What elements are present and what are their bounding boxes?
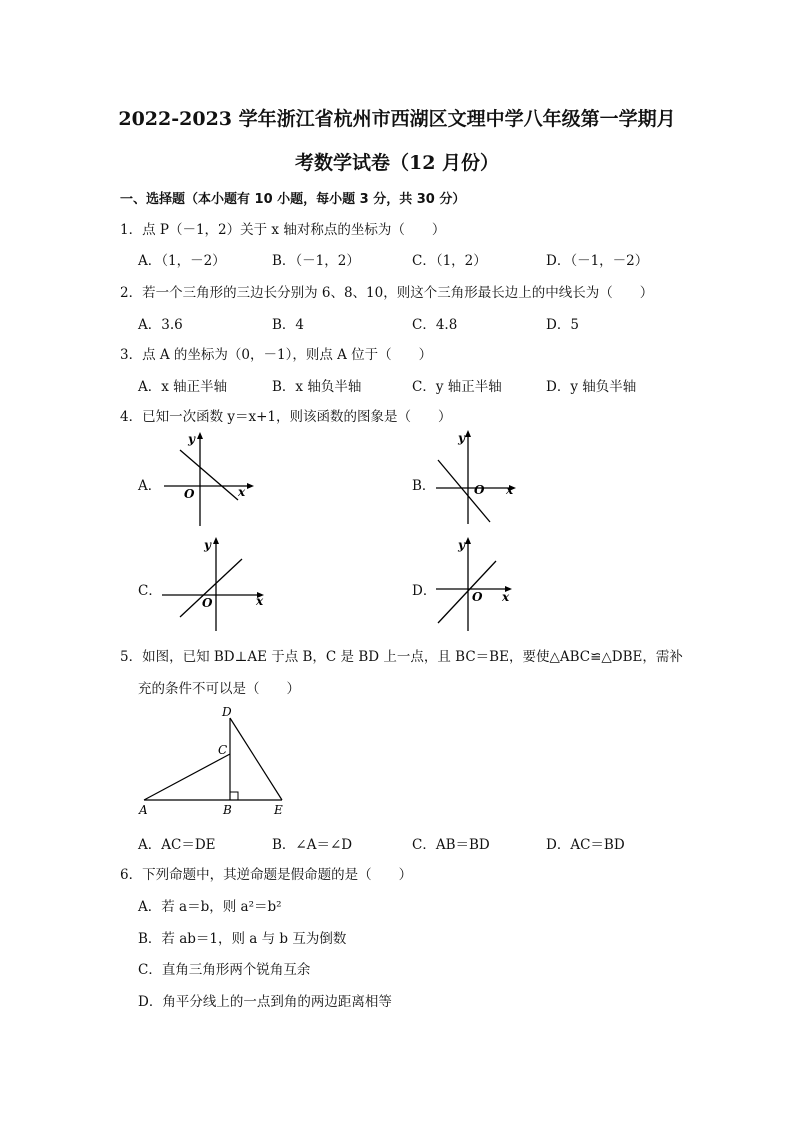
question-5-stem-line-1: 5．如图，已知 BD⊥AE 于点 B，C 是 BD 上一点，且 BC＝BE，要使△ABC≌△DBE，需补 bbox=[120, 649, 683, 665]
q1-option-b: B．（－1，2） bbox=[272, 253, 360, 269]
q5-label-c: C bbox=[218, 743, 228, 757]
q4a-x-label: x bbox=[238, 485, 246, 499]
q4-graph-c bbox=[160, 535, 270, 635]
q5-label-a: A bbox=[139, 803, 148, 817]
q2-option-d: D．5 bbox=[546, 317, 579, 333]
q4b-y-label: y bbox=[458, 431, 465, 445]
q4a-origin-label: O bbox=[184, 487, 195, 501]
q3-option-d: D．y 轴负半轴 bbox=[546, 379, 637, 395]
q4c-x-label: x bbox=[256, 594, 264, 608]
q5-option-b: B．∠A＝∠D bbox=[272, 837, 353, 853]
q4-graph-a bbox=[160, 430, 260, 530]
q6-option-b: B．若 ab＝1，则 a 与 b 互为倒数 bbox=[138, 931, 347, 947]
q6-option-c: C．直角三角形两个锐角互余 bbox=[138, 962, 311, 978]
q4a-y-label: y bbox=[188, 432, 195, 446]
q4b-origin-label: O bbox=[474, 483, 485, 497]
q6-option-d: D．角平分线上的一点到角的两边距离相等 bbox=[138, 994, 392, 1010]
q5-label-e: E bbox=[274, 803, 283, 817]
q4c-y-label: y bbox=[204, 538, 211, 552]
q4-option-b-label: B． bbox=[412, 478, 436, 494]
question-4-stem: 4．已知一次函数 y＝x+1，则该函数的图象是（ ） bbox=[120, 409, 452, 425]
question-6-stem: 6．下列命题中，其逆命题是假命题的是（ ） bbox=[120, 867, 413, 883]
q4-graph-d bbox=[432, 535, 532, 635]
q5-option-a: A．AC＝DE bbox=[138, 837, 216, 853]
q5-label-d: D bbox=[222, 705, 232, 719]
q4-graph-b bbox=[432, 428, 532, 528]
q5-triangle-figure bbox=[132, 702, 302, 820]
question-3-stem: 3．点 A 的坐标为（0，－1），则点 A 位于（ ） bbox=[120, 347, 433, 363]
q4-option-c-label: C． bbox=[138, 583, 162, 599]
question-1-stem: 1．点 P（－1，2）关于 x 轴对称点的坐标为（ ） bbox=[120, 222, 446, 238]
q4-option-a-label: A． bbox=[138, 478, 162, 494]
title-line-2: 考数学试卷（12 月份） bbox=[294, 152, 500, 174]
question-2-stem: 2．若一个三角形的三边长分别为 6、8、10，则这个三角形最长边上的中线长为（ ） bbox=[120, 285, 654, 301]
q5-option-c: C．AB＝BD bbox=[412, 837, 490, 853]
q4c-origin-label: O bbox=[202, 596, 213, 610]
q5-label-b: B bbox=[223, 803, 232, 817]
q2-option-a: A．3.6 bbox=[138, 317, 183, 333]
question-5-stem-line-2: 充的条件不可以是（ ） bbox=[138, 681, 300, 697]
q3-option-a: A．x 轴正半轴 bbox=[138, 379, 228, 395]
q3-option-c: C．y 轴正半轴 bbox=[412, 379, 502, 395]
q4d-x-label: x bbox=[502, 590, 510, 604]
q2-option-b: B．4 bbox=[272, 317, 305, 333]
q1-option-d: D．（－1，－2） bbox=[546, 253, 649, 269]
q1-option-c: C．（1，2） bbox=[412, 253, 487, 269]
section-heading: 一、选择题（本小题有 10 小题，每小题 3 分，共 30 分） bbox=[120, 192, 466, 207]
q4d-y-label: y bbox=[458, 538, 465, 552]
q3-option-b: B．x 轴负半轴 bbox=[272, 379, 362, 395]
q6-option-a: A．若 a＝b，则 a²＝b² bbox=[138, 899, 282, 915]
q4b-x-label: x bbox=[506, 483, 514, 497]
title-line-1: 2022-2023 学年浙江省杭州市西湖区文理中学八年级第一学期月 bbox=[118, 108, 676, 130]
q4d-origin-label: O bbox=[472, 590, 483, 604]
q1-option-a: A．（1，－2） bbox=[138, 253, 226, 269]
q4-option-d-label: D． bbox=[412, 583, 437, 599]
q2-option-c: C．4.8 bbox=[412, 317, 458, 333]
q5-option-d: D．AC＝BD bbox=[546, 837, 625, 853]
